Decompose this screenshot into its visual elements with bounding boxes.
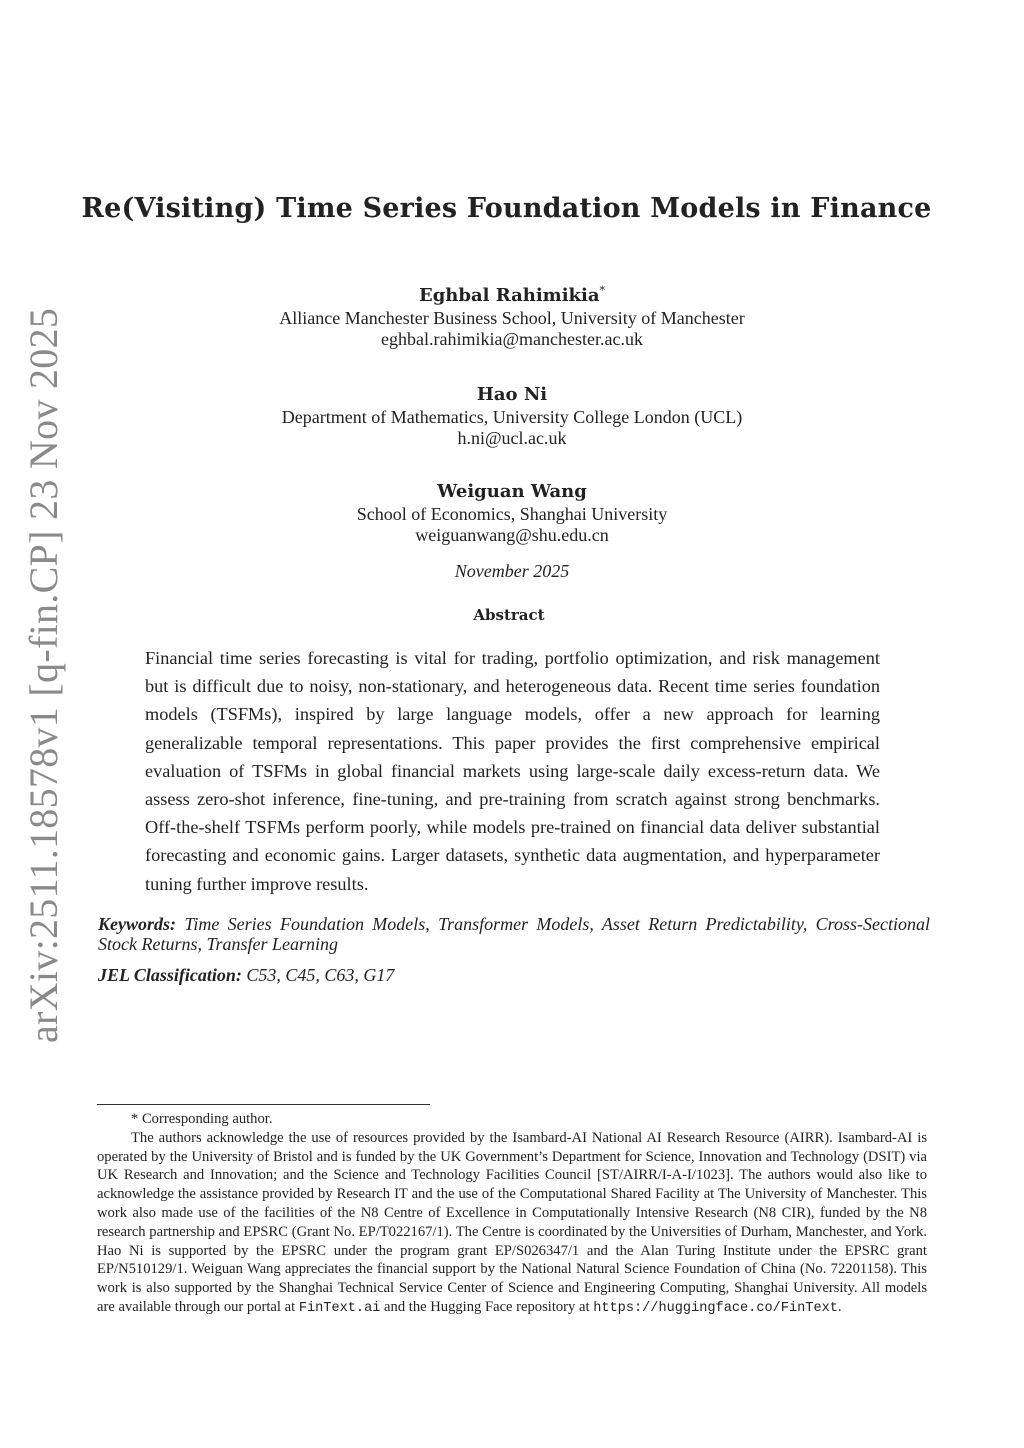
keywords: [98, 914, 930, 954]
author-email[interactable]: weiguanwang@shu.edu.cn: [415, 525, 609, 545]
author-name: Eghbal Rahimikia*: [418, 284, 606, 306]
author-affiliation: Department of Mathematics, University College London (UCL): [281, 407, 743, 427]
keywords-text: Time Series Foundation Models, Transformer Models, Asset Return Predictability, Cross-Sectional Stock Returns, Transfer Learning: [98, 914, 930, 954]
paper-date: November 2025: [454, 561, 570, 581]
footnote-end: .: [837, 1298, 842, 1315]
author-name: Weiguan Wang: [437, 481, 587, 502]
paper-title: Re(Visiting) Time Series Foundation Models in Finance: [81, 193, 932, 224]
portal-link[interactable]: FinText.ai: [298, 1300, 381, 1316]
author-name: Hao Ni: [476, 384, 548, 405]
footnote-acknowledgment: [97, 1129, 927, 1319]
corresponding-mark: *: [599, 284, 606, 297]
author-affiliation: School of Economics, Shanghai University: [356, 504, 668, 524]
author-block: [0, 378, 1024, 449]
author-email[interactable]: h.ni@ucl.ac.uk: [457, 428, 567, 448]
footnotes: [97, 1110, 927, 1319]
jel-label: JEL Classification:: [98, 965, 242, 985]
author-affiliation: Alliance Manchester Business School, University of Manchester: [279, 308, 745, 328]
author-email[interactable]: eghbal.rahimikia@manchester.ac.uk: [381, 329, 643, 349]
footnote-corresponding: * Corresponding author.: [131, 1111, 273, 1127]
jel-classification: [98, 965, 930, 985]
arxiv-side-stamp: arXiv:2511.18578v1 [q-fin.CP] 23 Nov 2025: [21, 307, 66, 1043]
author-block: [0, 279, 1024, 350]
author-block: [0, 475, 1024, 546]
abstract-heading: Abstract: [473, 606, 545, 624]
huggingface-link[interactable]: https://huggingface.co/FinText: [593, 1300, 838, 1316]
acknowledgment-text-2: and the Hugging Face repository at: [384, 1298, 590, 1315]
footnote-rule: [97, 1104, 430, 1105]
acknowledgment-text: The authors acknowledge the use of resources provided by the Isambard-AI National AI Research Resource (AIRR). Isambard-AI is operated by the University of Bristol and is funded by the UK Government’s Department for Science, Innovation and Technology (DSIT) via UK Research and Innovation; and the Science and Technology Facilities Council [ST/AIRR/I-A-I/1023]. The authors would also like to acknowledge the assistance provided by Research IT and the use of the Computational Shared Facility at The University of Manchester. This work also made use of the facilities of the N8 Centre of Excellence in Computationally Intensive Research (N8 CIR), funded by the N8 research partnership and EPSRC (Grant No. EP/T022167/1). The Centre is coordinated by the Universities of Durham, Manchester, and York. Hao Ni is supported by the EPSRC under the program grant EP/S026347/1 and the Alan Turing Institute under the EPSRC grant EP/N510129/1. Weiguan Wang appreciates the financial support by the National Natural Science Foundation of China (No. 72201158). This work is also supported by the Shanghai Technical Service Center of Science and Engineering Computing, Shanghai University. All models are available through our portal at: [97, 1129, 927, 1315]
jel-codes: C53, C45, C63, G17: [246, 965, 395, 985]
keywords-label: Keywords:: [98, 914, 176, 934]
abstract-text: Financial time series forecasting is vital for trading, portfolio optimization, and risk management but is difficult due to noisy, non-stationary, and heterogeneous data. Recent time series foundation models (TSFMs), inspired by large language models, offer a new approach for learning generalizable temporal representations. This paper provides the first comprehensive empirical evaluation of TSFMs in global financial markets using large-scale daily excess-return data. We assess zero-shot inference, fine-tuning, and pre-training from scratch against strong benchmarks. Off-the-shelf TSFMs perform poorly, while models pre-trained on financial data deliver substantial forecasting and economic gains. Larger datasets, synthetic data augmentation, and hyperparameter tuning further improve results.: [145, 648, 880, 894]
